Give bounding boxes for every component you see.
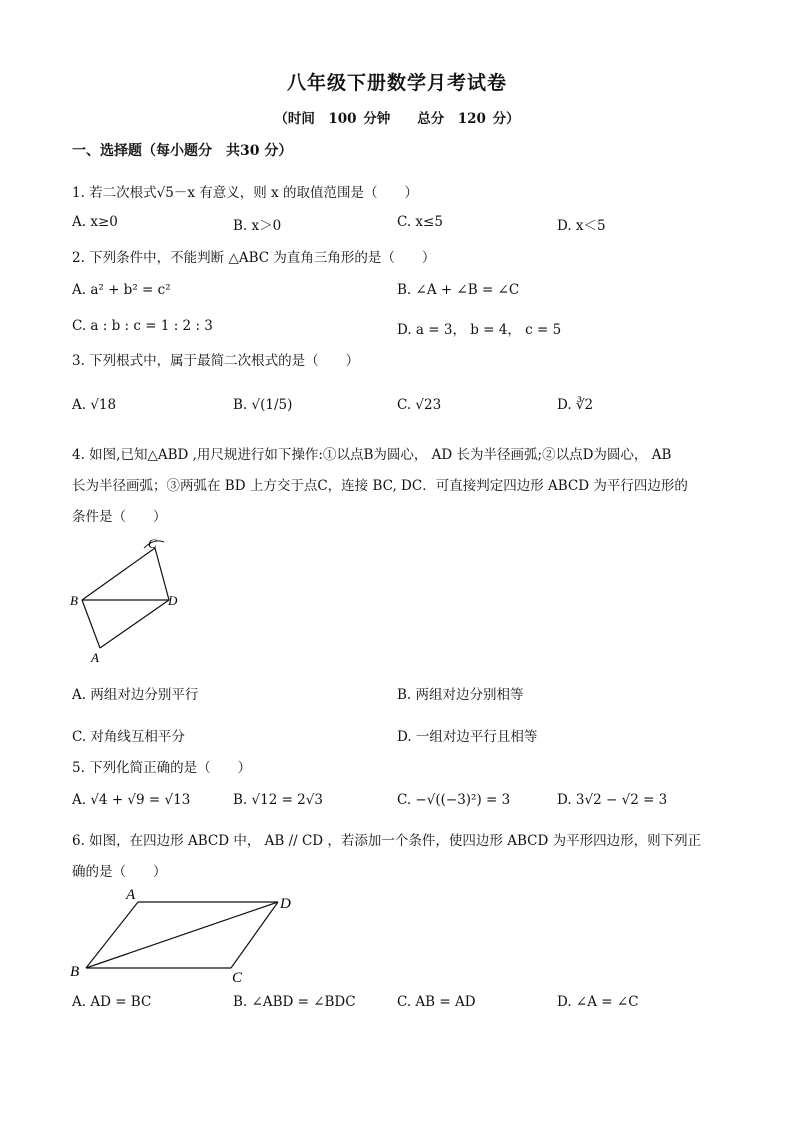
q1-option-b: B. x＞0 [233,218,282,234]
segment-dc [231,902,278,968]
figure-q6-parallelogram [64,882,314,987]
q5-option-a: A. √4 + √9 = √13 [72,792,191,808]
label-a: A [126,887,136,903]
label-d: D [168,593,178,608]
q6-option-d: D. ∠A = ∠C [557,994,639,1010]
page-title: 八年级下册数学月考试卷 [286,72,507,94]
q6-option-a: A. AD = BC [72,994,152,1010]
q4-option-b: B. 两组对边分别相等 [397,687,524,703]
label-c: C [148,536,157,551]
q6-option-c: C. AB = AD [397,994,476,1010]
label-b: B [70,593,78,608]
segment-ba [82,600,100,648]
q1-option-d: D. x＜5 [557,218,606,234]
q4-option-a: A. 两组对边分别平行 [72,687,199,703]
q5-option-d: D. 3√2 − √2 = 3 [557,792,668,808]
q3-option-a: A. √18 [72,397,117,413]
q6-option-b: B. ∠ABD = ∠BDC [233,994,356,1010]
q2-option-c: C. a : b : c = 1 : 2 : 3 [72,318,213,334]
question-6-stem-line-2: 确的是（ ） [72,864,167,880]
q1-option-a: A. x≥0 [72,214,118,230]
q4-option-c: C. 对角线互相平分 [72,729,185,745]
label-d: D [280,896,291,912]
q4-option-d: D. 一组对边平行且相等 [397,729,538,745]
question-4-stem-line-2: 长为半径画弧；③两弧在 BD 上方交于点C，连接 BC, DC．可直接判定四边形 ABCD 为平行四边形的 [72,478,688,494]
q5-option-c: C. −√((−3)²) = 3 [397,792,511,808]
question-6-stem-line-1: 6. 如图，在四边形 ABCD 中， AB // CD ，若添加一个条件，使四边形 ABCD 为平形四边形，则下列正 [72,833,702,849]
segment-bc [82,548,155,600]
exam-info: （时间 100 分钟 总分 120 分） [274,111,520,127]
q2-option-b: B. ∠A + ∠B = ∠C [397,282,520,298]
q5-option-b: B. √12 = 2√3 [233,792,323,808]
segment-cd [155,548,169,600]
q3-option-b: B. √(1/5) [233,397,293,413]
question-4-stem-line-1: 4. 如图,已知△ABD ,用尺规进行如下操作:①以点B为圆心， AD 长为半径画弧;②以点D为圆心， AB [72,447,672,463]
q2-option-d: D. a = 3， b = 4， c = 5 [397,322,562,338]
segment-ba [86,902,138,968]
question-5-stem: 5. 下列化简正确的是（ ） [72,760,252,776]
label-b: B [70,964,80,980]
label-c: C [232,970,243,986]
section-heading: 一、选择题（每小题分 共30 分） [72,143,293,159]
q1-option-c: C. x≤5 [397,214,443,230]
q3-option-c: C. √23 [397,397,442,413]
diagonal-bd [86,902,278,968]
question-4-stem-line-3: 条件是（ ） [72,509,167,525]
question-2-stem: 2. 下列条件中，不能判断 △ABC 为直角三角形的是（ ） [72,250,436,266]
label-a: A [91,650,99,665]
question-3-stem: 3. 下列根式中，属于最简二次根式的是（ ） [72,353,360,369]
q3-option-d: D. ∛2 [557,397,594,413]
question-1-stem: 1. 若二次根式√5－x 有意义，则 x 的取值范围是（ ） [72,185,418,201]
segment-ad [100,600,169,648]
q2-option-a: A. a² + b² = c² [72,282,171,298]
figure-q4-quadrilateral [64,532,194,672]
